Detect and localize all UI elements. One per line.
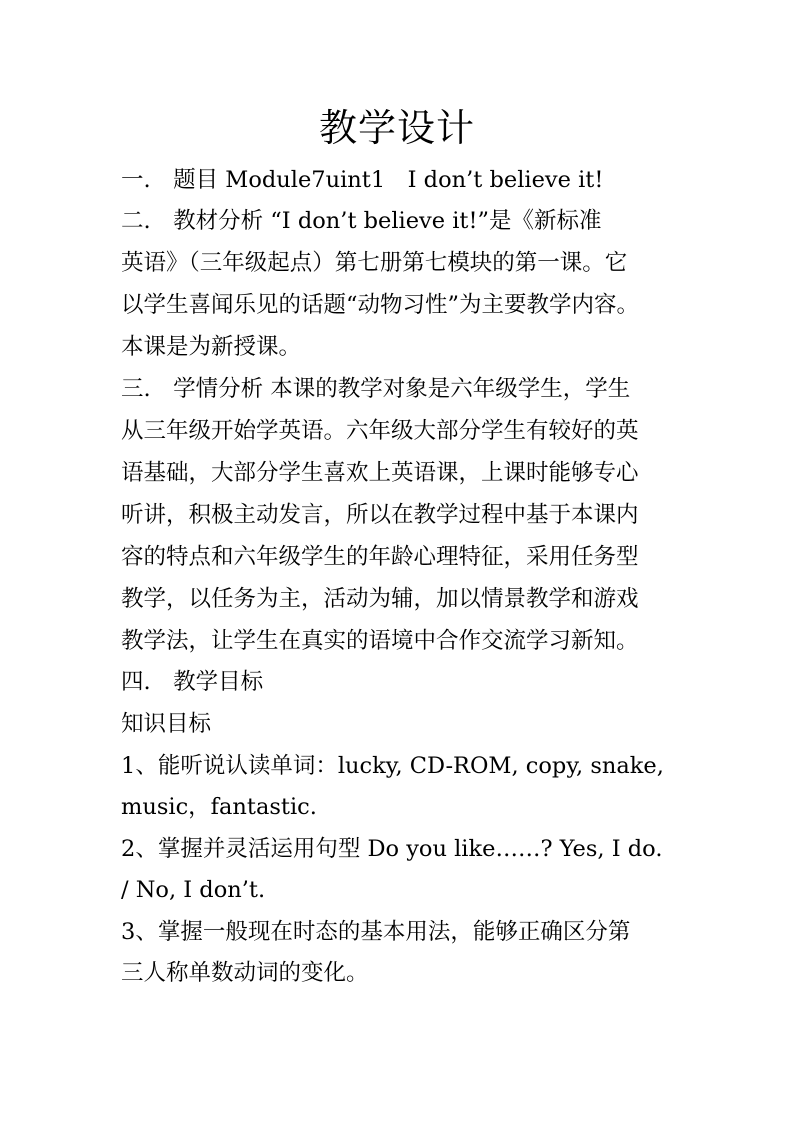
- paragraph-line: 容的特点和六年级学生的年龄心理特征，采用任务型: [121, 544, 639, 570]
- section-1-topic: 一. 题目 Module7uint1 I don’t believe it!: [121, 167, 604, 193]
- document-title: 教学设计: [318, 106, 475, 150]
- section-3-student-analysis: 三. 学情分析 本课的教学对象是六年级学生，学生: [121, 376, 631, 402]
- subheading-knowledge-goals: 知识目标: [121, 711, 212, 737]
- goal-item-3: 3、掌握一般现在时态的基本用法，能够正确区分第: [121, 919, 631, 945]
- goal-item-1: 1、能听说认读单词：lucky, CD-ROM, copy, snake,: [121, 753, 664, 779]
- goal-item-2: 2、掌握并灵活运用句型 Do you like……? Yes, I do.: [121, 836, 663, 862]
- goal-item-3-cont: 三人称单数动词的变化。: [121, 960, 369, 986]
- section-4-teaching-goals: 四. 教学目标: [121, 669, 264, 695]
- paragraph-line: 本课是为新授课。: [121, 334, 302, 360]
- section-2-material-analysis: 二. 教材分析 “I don’t believe it!”是《新标准: [121, 208, 602, 234]
- paragraph-line: 教学法，让学生在真实的语境中合作交流学习新知。: [121, 628, 639, 654]
- goal-item-1-cont: music，fantastic.: [121, 794, 317, 820]
- paragraph-line: 教学，以任务为主，活动为辅，加以情景教学和游戏: [121, 586, 639, 612]
- paragraph-line: 听讲，积极主动发言，所以在教学过程中基于本课内: [121, 502, 639, 528]
- paragraph-line: 语基础，大部分学生喜欢上英语课，上课时能够专心: [121, 460, 639, 486]
- goal-item-2-cont: / No, I don’t.: [121, 877, 266, 903]
- paragraph-line: 以学生喜闻乐见的话题“动物习性”为主要教学内容。: [121, 292, 640, 318]
- paragraph-line: 英语》（三年级起点）第七册第七模块的第一课。它: [121, 250, 628, 276]
- paragraph-line: 从三年级开始学英语。六年级大部分学生有较好的英: [121, 418, 639, 444]
